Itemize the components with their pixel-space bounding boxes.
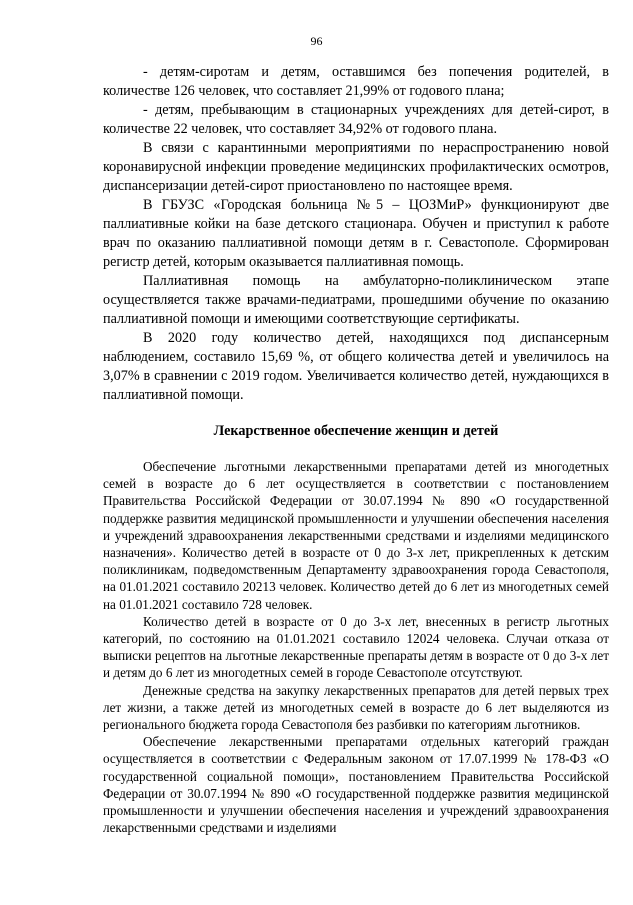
section-heading: Лекарственное обеспечение женщин и детей: [213, 423, 499, 439]
page-number: 96: [310, 34, 323, 48]
paragraph-dispensary: В 2020 году количество детей, находящихся под диспансерным наблюдением, составило 15,69 %, от общего количества детей и увеличилось на 3,07% в сравнении с 2019 годом. Увеличивается количество детей, нуждающихся в паллиативной помощи.: [103, 330, 609, 403]
paragraph-palliative-outpatient: Паллиативная помощь на амбулаторно-поликлиническом этапе осуществляется также врачами-педиатрами, прошедшими обучение по оказанию паллиативной помощи и имеющими соответствующие сертификаты.: [103, 273, 609, 327]
paragraph-palliative-beds: В ГБУЗС «Городская больница №5 – ЦОЗМиР» функционируют две паллиативные койки на базе детского стационара. Обучен и приступил к работе врач по оказанию паллиативной помощи детям в г. Севастополе. Сформирован регистр детей, которым оказывается паллиативная помощь.: [103, 197, 609, 270]
paragraph-medicine-supply: Обеспечение льготными лекарственными препаратами детей из многодетных семей в возрасте до 6 лет осуществляется в соответствии с постановлением Правительства Российской Федерации от 30.07.1994 № 890 «О государственной поддержке развития медицинской промышленности и улучшении обеспечения населения и учреждений здравоохранения лекарственными средствами и изделиями медицинского назначения». Количество детей в возрасте от 0 до 3-х лет, прикрепленных к детским поликлиникам, подведомственным Департаменту здравоохранения города Севастополя, на 01.01.2021 составило 20213 человек. Количество детей до 6 лет из многодетных семей на 01.01.2021 составило 728 человек.: [103, 459, 609, 612]
paragraph-orphans: - детям-сиротам и детям, оставшимся без попечения родителей, в количестве 126 человек, что составляет 21,99% от годового плана;: [103, 64, 609, 99]
document-body: [103, 63, 609, 836]
paragraph-categories: Обеспечение лекарственными препаратами отдельных категорий граждан осуществляется в соответствии с Федеральным законом от 17.07.1999 № 178-ФЗ «О государственной социальной помощи», постановлением Правительства Российской Федерации от 30.07.1994 № 890 «О государственной поддержке развития медицинской промышленности и улучшении обеспечения населения и учреждений здравоохранения лекарственными средствами и изделиями: [103, 734, 609, 836]
paragraph-registry: Количество детей в возрасте от 0 до 3-х лет, внесенных в регистр льготных категорий, по состоянию на 01.01.2021 составило 12024 человека. Случаи отказа от выписки рецептов на льготные лекарственные препараты детям в возрасте от 0 до 3-х лет и детям до 6 лет из многодетных семей в городе Севастополе отсутствуют.: [103, 613, 609, 681]
paragraph-institutions: - детям, пребывающим в стационарных учреждениях для детей-сирот, в количестве 22 человек, что составляет 34,92% от годового плана.: [103, 102, 609, 137]
paragraph-quarantine: В связи с карантинными мероприятиями по нераспространению новой коронавирусной инфекции проведение медицинских профилактических осмотров, диспансеризации детей-сирот приостановлено по настоящее время.: [103, 140, 609, 194]
paragraph-funding: Денежные средства на закупку лекарственных препаратов для детей первых трех лет жизни, а также детей из многодетных семей в возрасте до 6 лет выделяются из регионального бюджета города Севастополя без разбивки по категориям льготников.: [103, 682, 609, 733]
